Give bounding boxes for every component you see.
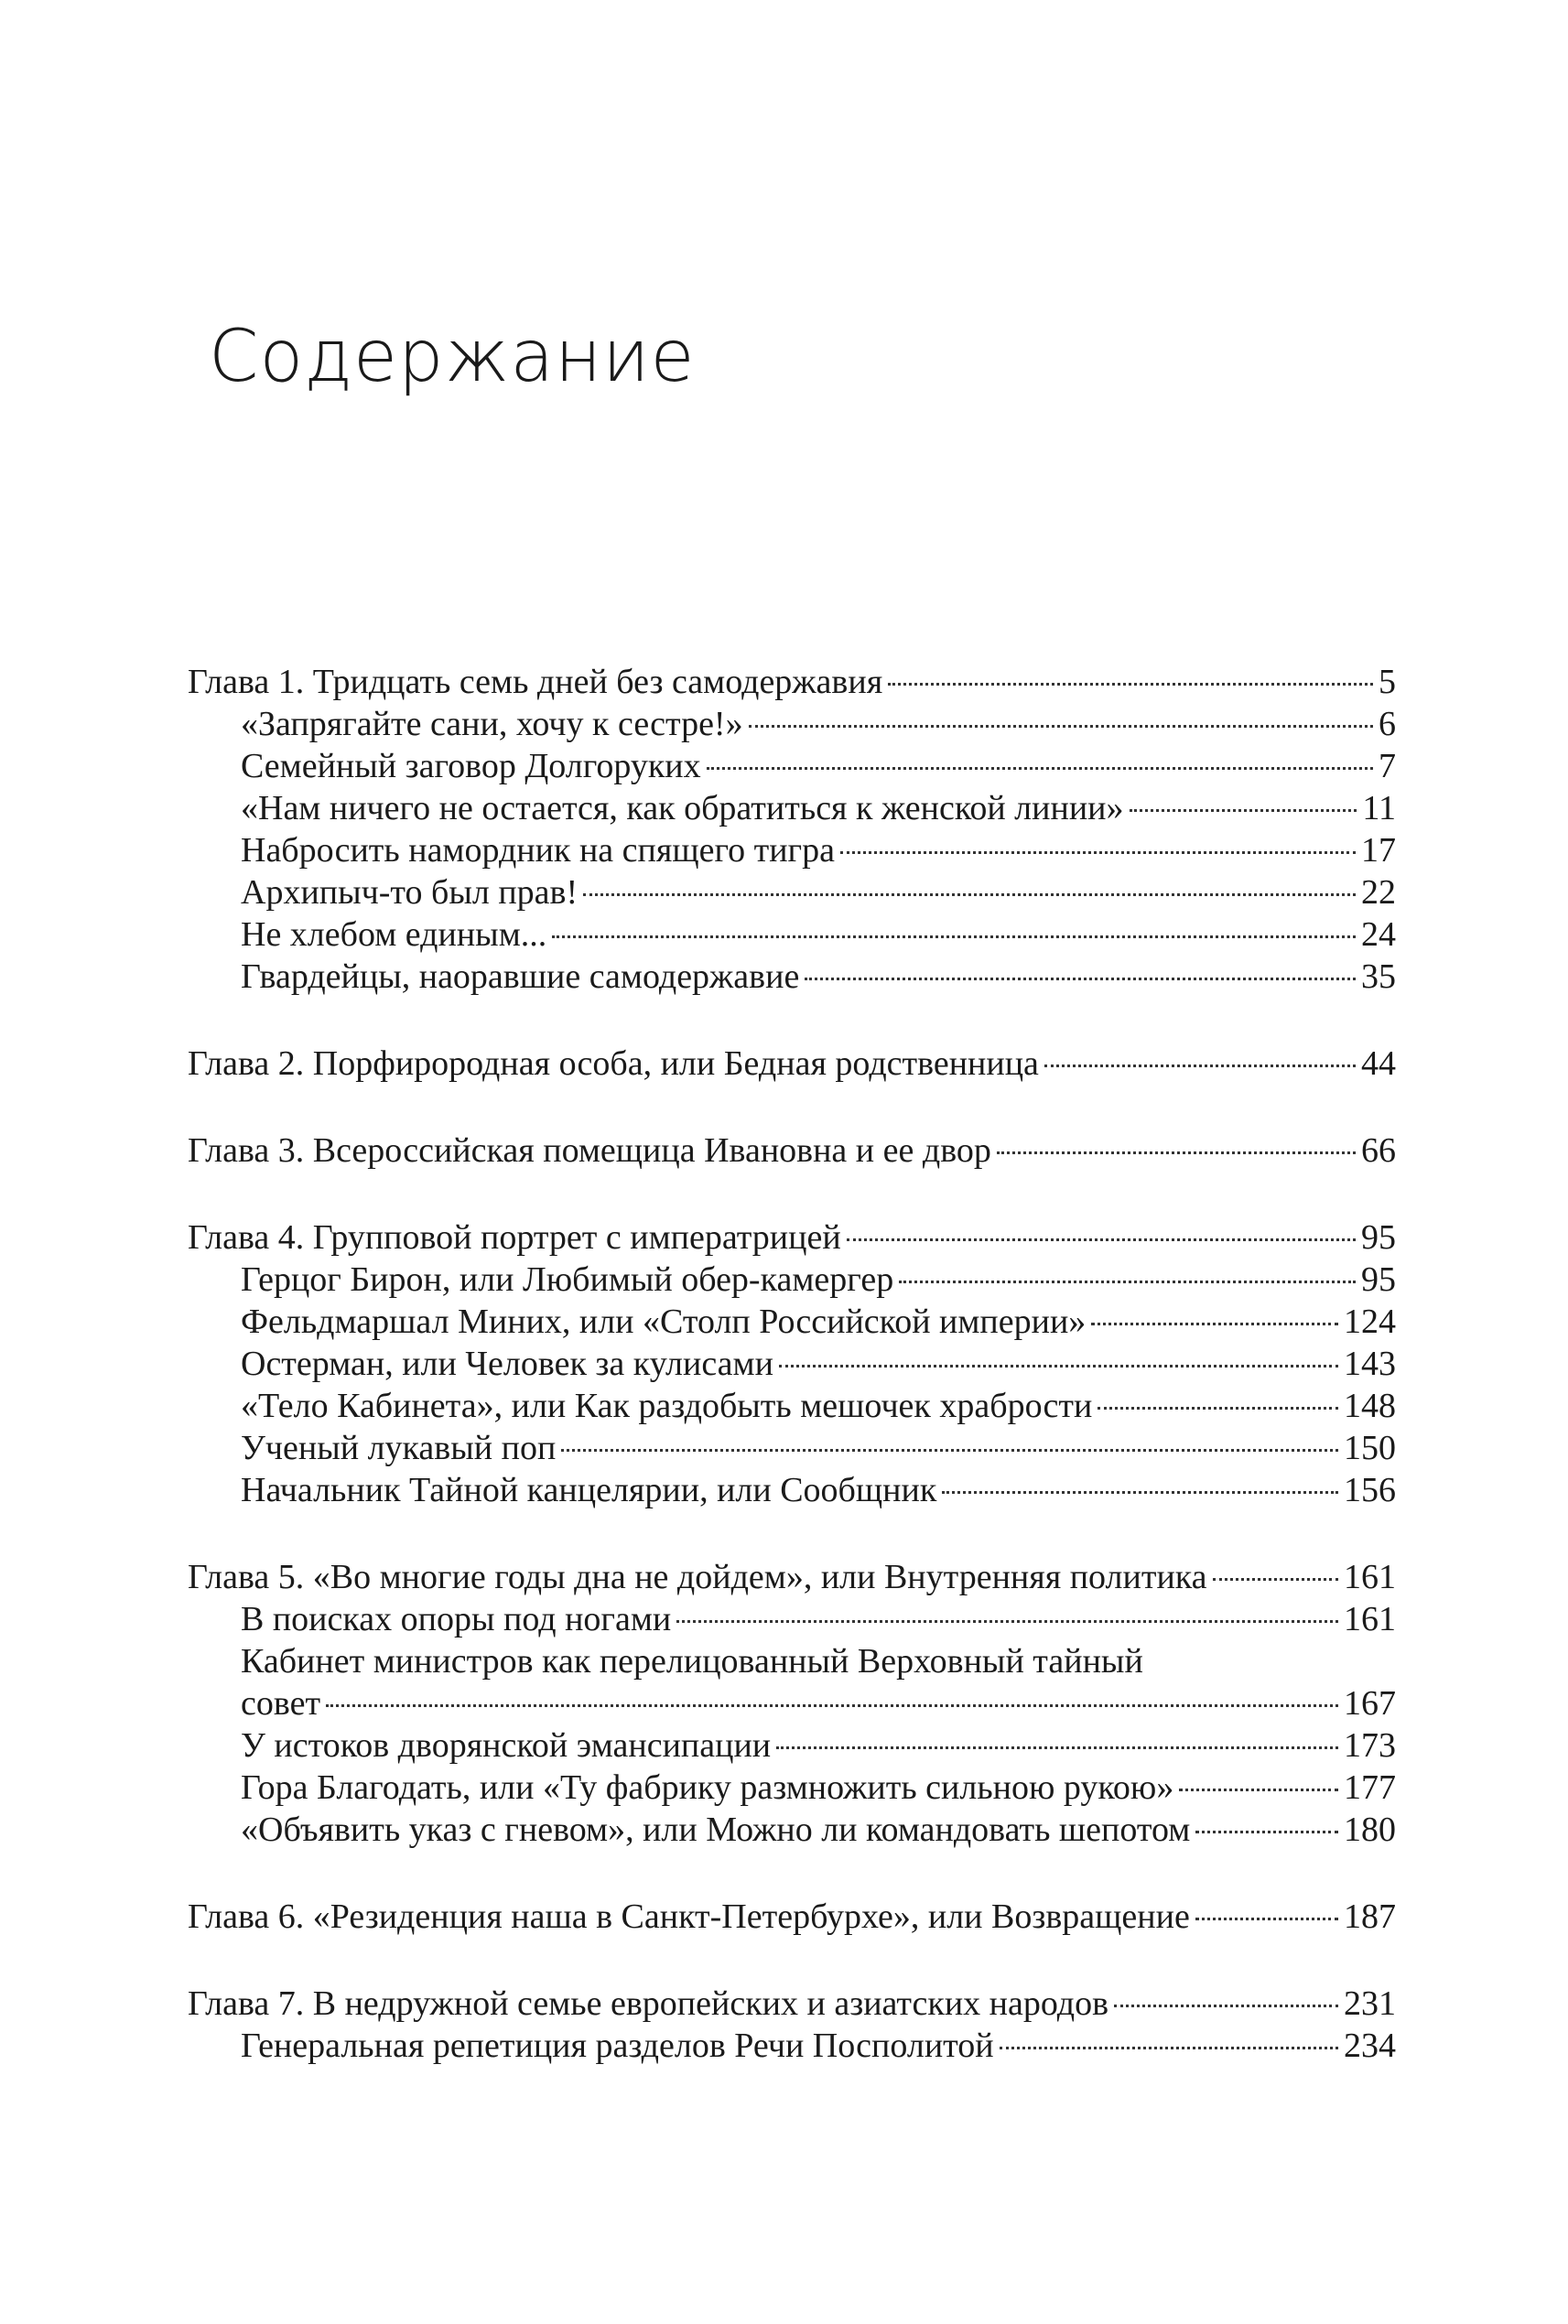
- toc-entry-section[interactable]: [188, 745, 1396, 787]
- dot-leader: [1114, 2005, 1338, 2007]
- page-number: 66: [1361, 1131, 1396, 1170]
- entry-title: Кабинет министров как перелицованный Верховный тайный: [241, 1642, 1143, 1681]
- entry-title: Не хлебом единым...: [241, 915, 547, 954]
- entry-title: Глава 6. «Резиденция наша в Санкт-Петербурхе», или Возвращение: [188, 1897, 1190, 1936]
- dot-leader: [888, 683, 1373, 686]
- entry-title: Гора Благодать, или «Ту фабрику размножить сильною рукою»: [241, 1768, 1174, 1807]
- entry-title: Глава 3. Всероссийская помещица Ивановна и ее двор: [188, 1131, 991, 1170]
- entry-title: «Запрягайте сани, хочу к сестре!»: [241, 705, 743, 743]
- page-number: 148: [1344, 1387, 1396, 1425]
- dot-leader: [552, 935, 1356, 938]
- toc-entry-chapter[interactable]: [188, 1043, 1396, 1085]
- page-number: 24: [1361, 915, 1396, 954]
- toc-entry-section[interactable]: [188, 871, 1396, 913]
- entry-title: Архипыч-то был прав!: [241, 873, 579, 912]
- dot-leader: [1195, 1918, 1338, 1920]
- entry-title: Генеральная репетиция разделов Речи Посполитой: [241, 2027, 994, 2065]
- dot-leader: [749, 725, 1373, 728]
- entry-title: Гвардейцы, наоравшие самодержавие: [241, 957, 800, 996]
- page-number: 187: [1344, 1897, 1396, 1936]
- entry-title: Герцог Бирон, или Любимый обер-камергер: [241, 1260, 894, 1299]
- entry-title: «Тело Кабинета», или Как раздобыть мешочек храбрости: [241, 1387, 1093, 1425]
- dot-leader: [779, 1365, 1338, 1367]
- toc-entry-section[interactable]: [188, 829, 1396, 871]
- page-number: 11: [1362, 789, 1396, 827]
- entry-title: Ученый лукавый поп: [241, 1429, 557, 1467]
- dot-leader: [583, 893, 1356, 896]
- page-number: 17: [1361, 831, 1396, 870]
- toc-entry-chapter[interactable]: [188, 1556, 1396, 1598]
- chapter-5: [188, 1556, 1396, 1851]
- page-number: 161: [1344, 1600, 1396, 1638]
- dot-leader: [847, 1238, 1356, 1241]
- page-number: 22: [1361, 873, 1396, 912]
- dot-leader: [1195, 1831, 1338, 1833]
- dot-leader: [707, 767, 1373, 770]
- entry-title: В поисках опоры под ногами: [241, 1600, 672, 1638]
- dot-leader: [1000, 2047, 1338, 2049]
- table-of-contents: [188, 661, 1396, 2112]
- page-number: 173: [1344, 1726, 1396, 1765]
- toc-entry-section[interactable]: [188, 1343, 1396, 1385]
- entry-title: Фельдмаршал Миних, или «Столп Российской империи»: [241, 1303, 1087, 1341]
- dot-leader: [997, 1151, 1356, 1154]
- page-number: 234: [1344, 2027, 1396, 2065]
- toc-entry-section-first-line[interactable]: [188, 1640, 1396, 1682]
- entry-title: Набросить намордник на спящего тигра: [241, 831, 835, 870]
- chapter-6: [188, 1896, 1396, 1938]
- entry-title: Глава 7. В недружной семье европейских и азиатских народов: [188, 1984, 1109, 2023]
- toc-entry-section[interactable]: [188, 1724, 1396, 1767]
- dot-leader: [776, 1746, 1338, 1749]
- toc-entry-chapter[interactable]: [188, 1983, 1396, 2025]
- chapter-7: [188, 1983, 1396, 2067]
- page-number: 231: [1344, 1984, 1396, 2023]
- toc-entry-section[interactable]: [188, 1809, 1396, 1851]
- toc-entry-section[interactable]: [188, 1427, 1396, 1469]
- dot-leader: [1098, 1407, 1338, 1410]
- entry-title: Глава 4. Групповой портрет с императрицей: [188, 1218, 841, 1257]
- toc-entry-section[interactable]: [188, 1469, 1396, 1511]
- dot-leader: [942, 1491, 1338, 1494]
- toc-entry-section[interactable]: [188, 787, 1396, 829]
- page-number: 180: [1344, 1811, 1396, 1849]
- toc-entry-section[interactable]: [188, 1767, 1396, 1809]
- page-number: 35: [1361, 957, 1396, 996]
- chapter-2: [188, 1043, 1396, 1085]
- page-number: 161: [1344, 1558, 1396, 1596]
- page-number: 7: [1379, 747, 1396, 785]
- dot-leader: [1213, 1578, 1338, 1581]
- toc-entry-section[interactable]: [188, 2025, 1396, 2067]
- chapter-3: [188, 1130, 1396, 1172]
- page-number: 150: [1344, 1429, 1396, 1467]
- chapter-4: [188, 1216, 1396, 1511]
- dot-leader: [1130, 809, 1357, 812]
- page-number: 124: [1344, 1303, 1396, 1341]
- entry-title: Начальник Тайной канцелярии, или Сообщник: [241, 1471, 937, 1509]
- dot-leader: [899, 1281, 1356, 1283]
- dot-leader: [326, 1704, 1338, 1707]
- dot-leader: [676, 1620, 1338, 1623]
- entry-title: У истоков дворянской эмансипации: [241, 1726, 772, 1765]
- page-number: 95: [1361, 1218, 1396, 1257]
- toc-entry-section[interactable]: [188, 703, 1396, 745]
- toc-entry-section[interactable]: [188, 956, 1396, 998]
- entry-title: Глава 2. Порфирородная особа, или Бедная родственница: [188, 1044, 1039, 1083]
- page-title: Содержание: [209, 316, 696, 398]
- dot-leader: [561, 1449, 1338, 1452]
- toc-entry-chapter[interactable]: [188, 1130, 1396, 1172]
- chapter-1: [188, 661, 1396, 998]
- toc-entry-section[interactable]: [188, 1301, 1396, 1343]
- dot-leader: [840, 851, 1356, 854]
- page-number: 6: [1379, 705, 1396, 743]
- entry-title: Семейный заговор Долгоруких: [241, 747, 701, 785]
- page-number: 44: [1361, 1044, 1396, 1083]
- entry-title: «Нам ничего не остается, как обратиться к женской линии»: [241, 789, 1124, 827]
- page-number: 156: [1344, 1471, 1396, 1509]
- toc-entry-section[interactable]: [188, 1385, 1396, 1427]
- entry-title: «Объявить указ с гневом», или Можно ли командовать шепотом: [241, 1811, 1191, 1849]
- toc-entry-section-continuation[interactable]: [188, 1682, 1396, 1724]
- toc-entry-chapter[interactable]: [188, 1896, 1396, 1938]
- toc-entry-section[interactable]: [188, 1259, 1396, 1301]
- entry-title: Остерман, или Человек за кулисами: [241, 1345, 773, 1383]
- page-number: 95: [1361, 1260, 1396, 1299]
- entry-title: Глава 1. Тридцать семь дней без самодержавия: [188, 663, 883, 701]
- page-number: 177: [1344, 1768, 1396, 1807]
- toc-entry-chapter[interactable]: [188, 661, 1396, 703]
- toc-entry-section[interactable]: [188, 1598, 1396, 1640]
- page-number: 5: [1379, 663, 1396, 701]
- toc-entry-chapter[interactable]: [188, 1216, 1396, 1259]
- toc-entry-section[interactable]: [188, 913, 1396, 956]
- dot-leader: [1179, 1789, 1338, 1791]
- entry-title-continuation: совет: [241, 1684, 321, 1723]
- entry-title: Глава 5. «Во многие годы дна не дойдем», или Внутренняя политика: [188, 1558, 1207, 1596]
- dot-leader: [1091, 1323, 1338, 1325]
- page-number: 143: [1344, 1345, 1396, 1383]
- dot-leader: [805, 978, 1356, 980]
- page-number: 167: [1344, 1684, 1396, 1723]
- dot-leader: [1044, 1065, 1356, 1067]
